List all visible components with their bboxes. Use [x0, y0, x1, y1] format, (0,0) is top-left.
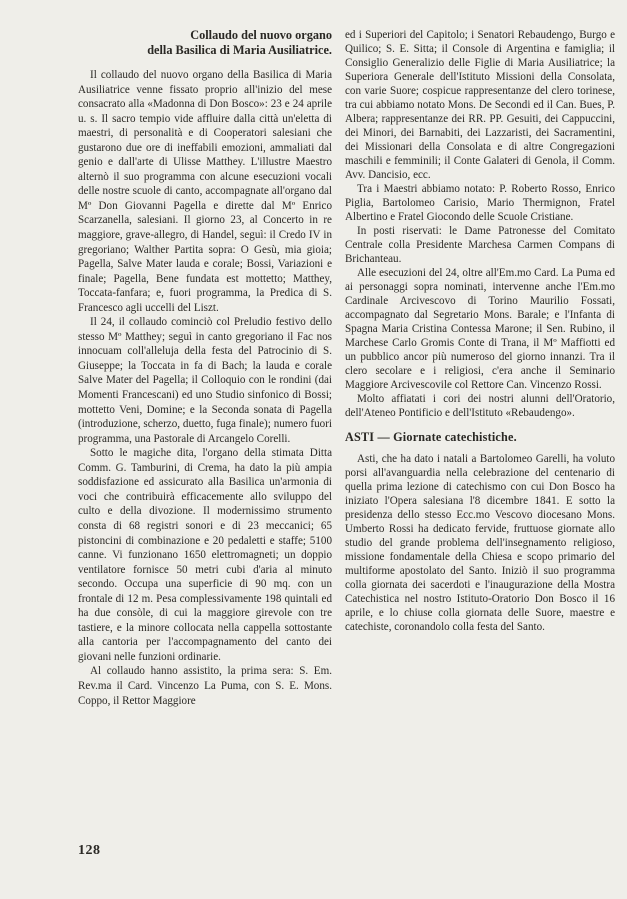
right-paragraph-5: Molto affiatati i cori dei nostri alunni dell'Oratorio, dell'Ateneo Pontificio e dell'Istituto «Rebaudengo».	[345, 393, 615, 419]
right-column	[345, 28, 615, 634]
right-paragraph-6: Asti, che ha dato i natali a Bartolomeo Garelli, ha voluto porsi all'avanguardia nella celebrazione del centenario di quella prima lezione di catechismo con cui Don Bosco ha iniziato l'Opera salesiana l'8 dicembre 1841. E sotto la presidenza dello stesso Ecc.mo Vescovo diocesano Mons. Umberto Rossi ha dedicato fervide, fruttuose giornate allo studio del grande problema dell'insegnamento religioso, missione fondamentale della Chiesa e scopo primario del multiforme apostolato del Santo. Iniziò il suo programma colla giornata dei sacerdoti e l'inaugurazione della Mostra Catechistica nel nostro Istituto-Oratorio Don Bosco il 16 aprile, e lo chiuse colla giornata delle Suore, maestre e catechiste, coronandolo colla festa del Santo.	[345, 453, 615, 633]
left-paragraph-2: Il 24, il collaudo cominciò col Preludio festivo dello stesso Mº Matthey; seguì in canto gregoriano il Fac nos innocuam coll'alleluja della festa del Patrocinio di S. Giuseppe; la Toccata in fa di Bach; la lauda e corale Salve Mater del Pagella; il Colloquio con le rondini (dai Momenti Francescani) ed uno Studio sinfonico di Bossi; mottetto Veni, Domine; e la Seconda sonata di Pagella (introduzione, scherzo, duetto, fuga finale); numero fuori programma, una Pastorale di Arcangelo Corelli.	[78, 316, 332, 445]
left-paragraph-4: Al collaudo hanno assistito, la prima sera: S. Em. Rev.ma il Card. Vincenzo La Puma, con S. E. Mons. Coppo, il Rettor Maggiore	[78, 665, 332, 707]
left-column	[78, 28, 332, 708]
article-title-line-2: della Basilica di Maria Ausiliatrice.	[147, 43, 332, 57]
left-paragraph-3: Sotto le magiche dita, l'organo della stimata Ditta Comm. G. Tamburini, di Crema, ha dato la più ampia soddisfazione ed assicurato alla Basilica un'armonia di voci che contribuirà efficacemente allo sviluppo del culto e della divozione. Il modernissimo strumento consta di 68 registri sonori e di 23 meccanici; 65 pistoncini di combinazione e 20 pedaletti e staffe; 5100 canne. Vi funzionano 1650 elettromagneti; un doppio ventilatore fornisce 50 metri cubi d'aria al minuto secondo. Occupa una superficie di 90 mq. con un frontale di 12 m. Pesa complessivamente 198 quintali ed ha due consòle, di cui la maggiore girevole con tre tastiere, e la minore collocata nella cappella sottostante alla cantoria per l'accompagnamento del canto dei giovani nelle funzioni ordinarie.	[78, 447, 332, 663]
article-title-line-1: Collaudo del nuovo organo	[190, 28, 332, 42]
left-paragraph-1: Il collaudo del nuovo organo della Basilica di Maria Ausiliatrice venne fissato proprio all'inizio del mese consacrato alla «Madonna di Don Bosco»: 23 e 24 aprile u. s. Il sacro tempio vide affluire dalla città un'eletta di maestri, di personalità e di Cooperatori salesiani che gustarono due ore di ineffabili emozioni, ammaliati dal genio e dall'arte di Ulisse Matthey. L'illustre Maestro alternò il suo programma con alcune esecuzioni vocali delle nostre scuole di canto, accompagnate all'organo dal Mº Don Giovanni Pagella e dirette dal Mº Enrico Scarzanella, salesiani. Il giorno 23, al Concerto in re maggiore, grave-allegro, di Handel, seguì: il Credo IV in gregoriano; Walther Partita sopra: O Gesù, mia gioia; Pagella, Salve Mater lauda e corale; Bossi, Variazioni e finale; Pagella, Bene fundata est mottetto; Matthey, Toccata-fanfara; e, fuori programma, la Predica di S. Francesco agli uccelli del Liszt.	[78, 69, 332, 314]
section-title-asti: ASTI — Giornate catechistiche.	[345, 430, 517, 444]
article-title	[78, 28, 332, 58]
right-paragraph-2: Tra i Maestri abbiamo notato: P. Roberto Rosso, Enrico Piglia, Bartolomeo Carisio, Mario Thermignon, Fratel Albertino e Fratel Giocondo delle Scuole Cristiane.	[345, 183, 615, 223]
right-paragraph-3: In posti riservati: le Dame Patronesse del Comitato Centrale colla Presidente Marchesa Carmen Compans di Brichanteau.	[345, 225, 615, 265]
page-number: 128	[78, 843, 101, 858]
right-paragraph-4: Alle esecuzioni del 24, oltre all'Em.mo Card. La Puma ed ai personaggi sopra nominati, intervenne anche l'Em.mo Cardinale Arcivescovo di Torino Maurilio Fossati, accompagnato dal Segretario Mons. Barale; e l'Infanta di Spagna Maria Cristina Contessa Marone; il Sen. Rubino, il Marchese Carlo Gromis Conte di Trana, il Mº Maffiotti ed un pubblico ancor più numeroso del giorno innanzi. Tra il clero secolare e i religiosi, c'era anche il Seminario Maggiore Arcivescovile col Rettore Can. Vincenzo Rossi.	[345, 267, 615, 391]
right-paragraph-1: ed i Superiori del Capitolo; i Senatori Rebaudengo, Burgo e Quilico; S. E. Sitta; il Console di Argentina e famiglia; il Consiglio Generalizio delle Figlie di Maria Ausiliatrice; la Superiora Generale dell'Istituto Missioni della Consolata, con varie Suore; cospicue rappresentanze del clero torinese, tra cui abbiamo notato Mons. De Secondi ed il Can. Bues, P. Albera; rappresentanze dei RR. PP. Gesuiti, dei Cappuccini, dei Minori, dei Barnabiti, dei Lazzaristi, dei Sacramentini, dei Missionari della Consolata e di altre Congregazioni maschili e femminili; il Conte Galateri di Genola, il Comm. Avv. Dancisio, ecc.	[345, 29, 615, 181]
